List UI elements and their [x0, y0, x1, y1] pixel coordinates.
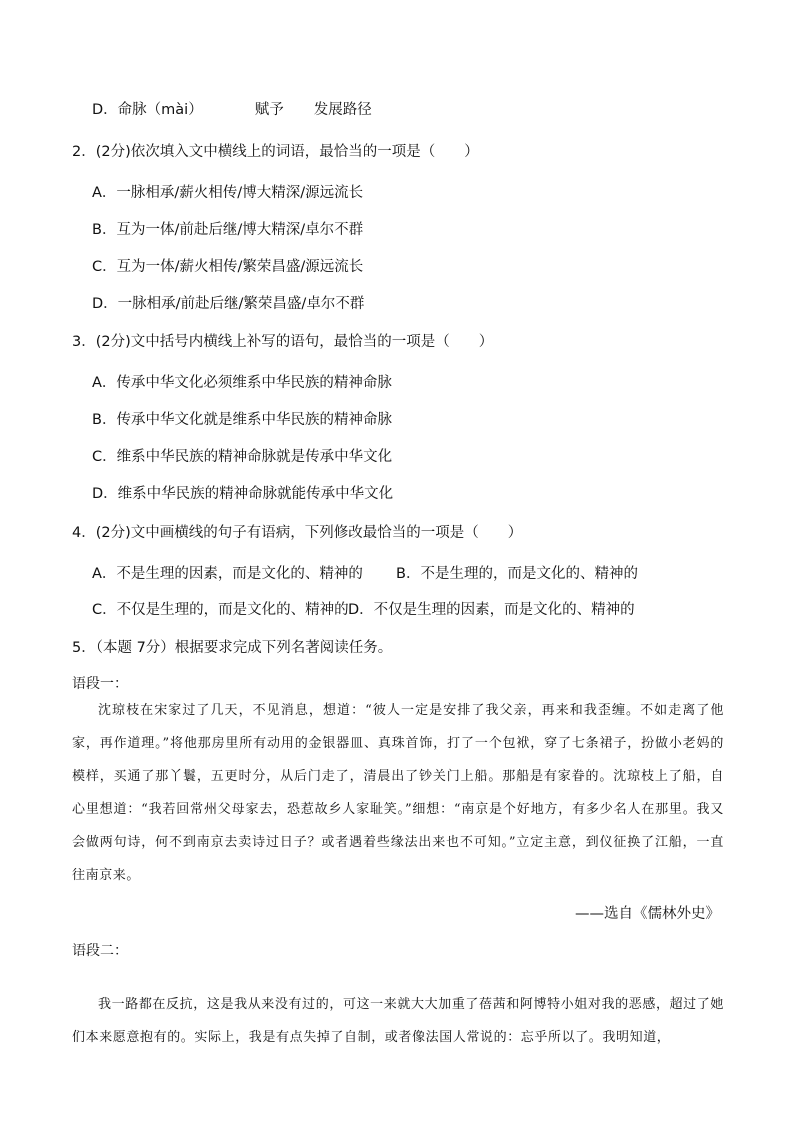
segment1-source: ——选自《儒林外史》 — [575, 906, 720, 922]
q5-stem: 5．（本题 7分）根据要求完成下列名著阅读任务。 — [72, 640, 393, 656]
q2-option-d: D．一脉相承/前赴后继/繁荣昌盛/卓尔不群 — [92, 296, 365, 312]
q3-option-d: D．维系中华民族的精神命脉就能传承中华文化 — [92, 486, 394, 502]
q2-option-a: A．一脉相承/薪火相传/博大精深/源远流长 — [92, 185, 364, 201]
q2-option-b: B．互为一体/前赴后继/博大精深/卓尔不群 — [92, 222, 364, 238]
q2-option-c: C．互为一体/薪火相传/繁荣昌盛/源远流长 — [92, 259, 364, 275]
segment2-text: 我一路都在反抗，这是我从来没有过的，可这一来就大大加重了蓓茜和阿博特小姐对我的恶感，超过了她们本来愿意抱有的。实际上，我是有点失掉了自制，或者像法国人常说的：忘乎所以了。我明知道， — [72, 997, 724, 1045]
segment1-text: 沈琼枝在宋家过了几天，不见消息，想道：“彼人一定是安排了我父亲，再来和我歪缠。不如走离了他家，再作道理。”将他那房里所有动用的金银器皿、真珠首饰，打了一个包袱，穿了七条裙子，扮做小老妈的模样，买通了那丫鬟，五更时分，从后门走了，清晨出了钞关门上船。那船是有家眷的。沈琼枝上了船，自心里想道：“我若回常州父母家去，恐惹故乡人家耻笑。”细想：“南京是个好地方，有多少名人在那里。我又会做两句诗，何不到南京去卖诗过日子？或者遇着些缘法出来也不可知。”立定主意，到仪征换了江船，一直往南京来。 — [72, 703, 724, 883]
q1-option-d-word1: D．命脉（mài） — [92, 102, 203, 118]
q4-option-c: C．不仅是生理的，而是文化的、精神的 — [92, 602, 349, 618]
q4-stem: 4．(2分)文中画横线的句子有语病，下列修改最恰当的一项是（ ） — [72, 525, 523, 541]
q3-option-c: C．维系中华民族的精神命脉就是传承中华文化 — [92, 449, 393, 465]
q4-option-a: A．不是生理的因素，而是文化的、精神的 — [92, 566, 363, 582]
segment2-label: 语段二： — [72, 943, 128, 959]
q3-option-b: B．传承中华文化就是维系中华民族的精神命脉 — [92, 412, 392, 428]
q1-option-d — [92, 100, 372, 120]
q1-option-d-word2: 赋予 — [254, 102, 284, 118]
q3-option-a: A．传承中华文化必须维系中华民族的精神命脉 — [92, 375, 392, 391]
q1-option-d-word3: 发展路径 — [313, 102, 372, 118]
segment1-label: 语段一： — [72, 676, 128, 692]
q4-option-d: D．不仅是生理的因素，而是文化的、精神的 — [348, 602, 635, 618]
q4-option-b: B．不是生理的，而是文化的、精神的 — [396, 566, 638, 582]
q2-stem: 2．(2分)依次填入文中横线上的词语，最恰当的一项是（ ） — [72, 144, 479, 160]
q3-stem: 3．(2分)文中括号内横线上补写的语句，最恰当的一项是（ ） — [72, 334, 494, 350]
